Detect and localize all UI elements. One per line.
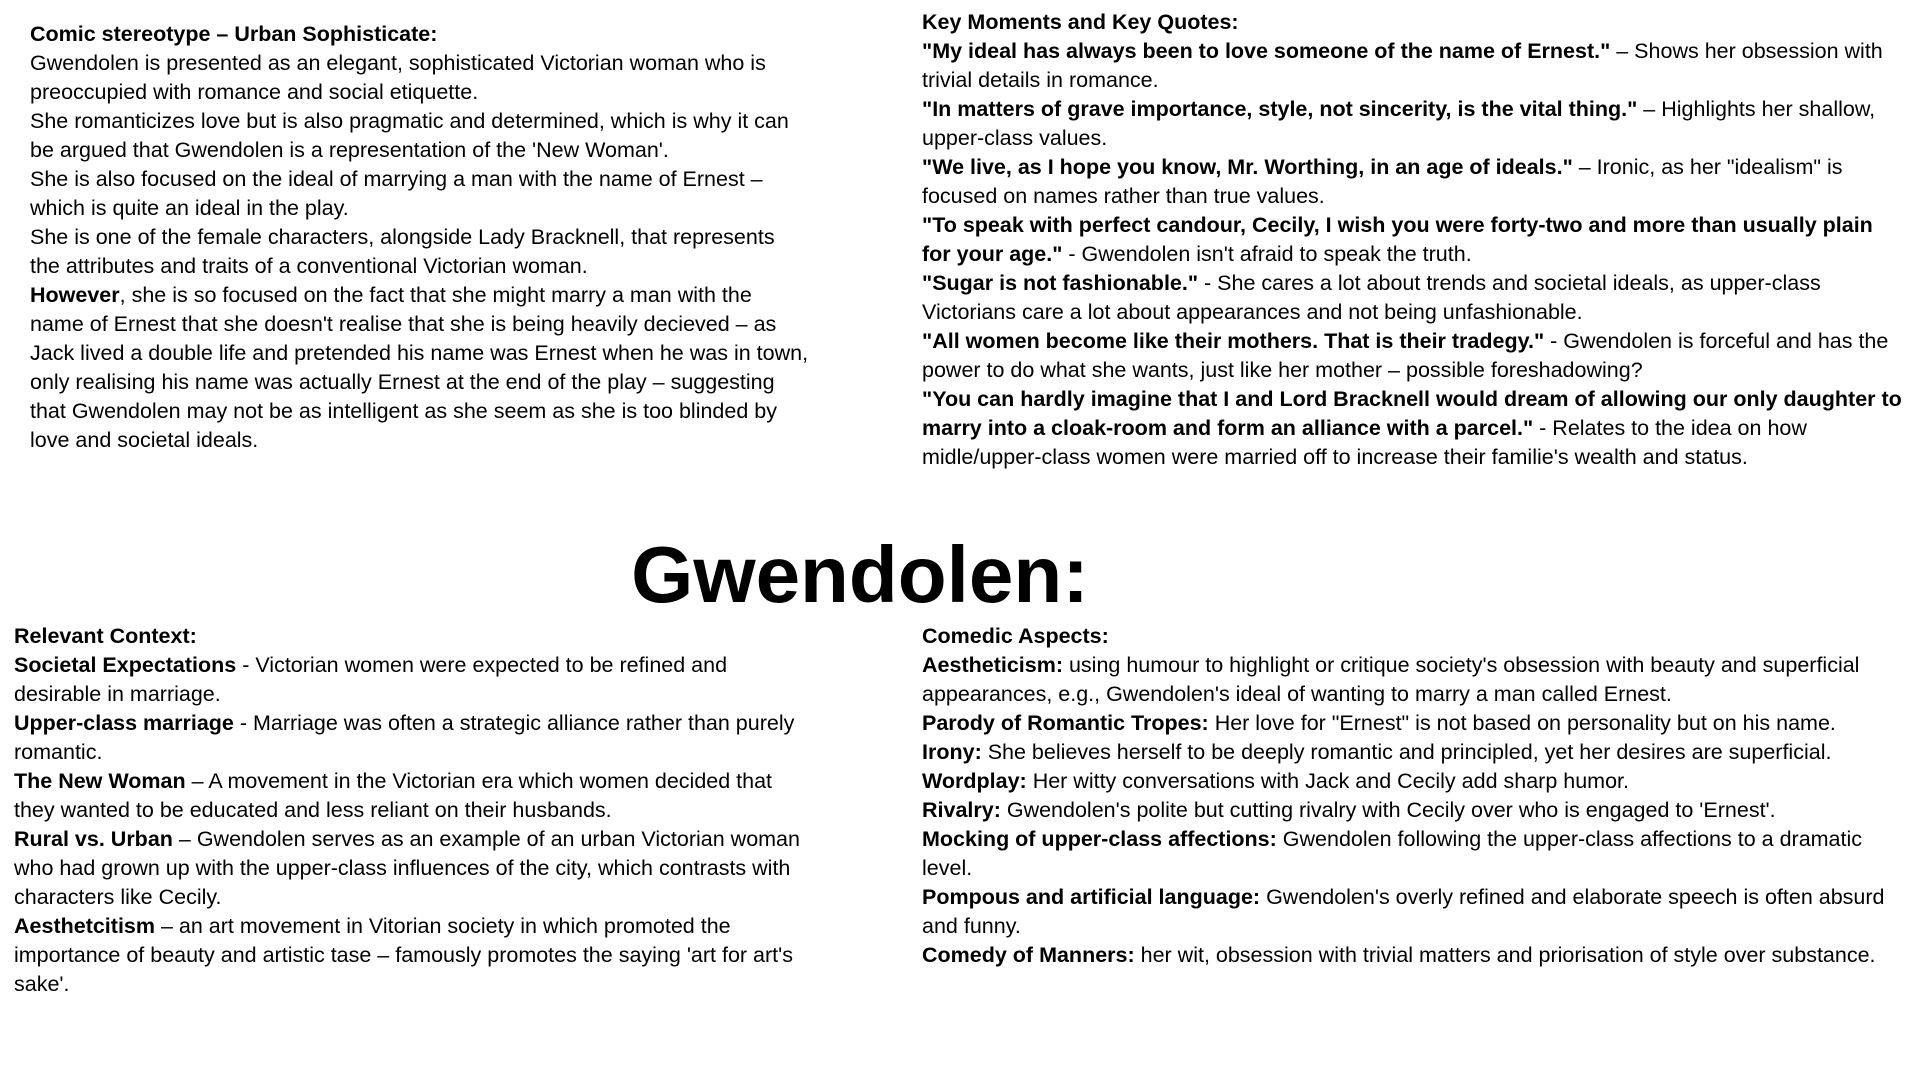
however-text: , she is so focused on the fact that she might marry a man with the name of Ernest that she doesn't realise that she is being heavily decieved – as Jack lived a double life and pretended his name was Ernest when he was in town, only realising his name was actually Ernest at the end of the play – suggesting that Gwendolen may not be as intelligent as she seem as she is too blinded by love and societal ideals.	[30, 283, 809, 452]
stereotype-paragraph: She romanticizes love but is also pragmatic and determined, which is why it can be argued that Gwendolen is a representation of the 'New Woman'.	[30, 109, 789, 162]
context-term: Societal Expectations	[14, 653, 237, 677]
comedy-text: her wit, obsession with trivial matters and priorisation of style over substance.	[1134, 943, 1876, 967]
context-item	[14, 912, 804, 999]
quote-item	[922, 153, 1907, 211]
quote-item	[922, 327, 1907, 385]
stereotype-paragraph: She is one of the female characters, alongside Lady Bracknell, that represents the attributes and traits of a conventional Victorian woman.	[30, 225, 775, 278]
quote-text: "You can hardly imagine that I and Lord Bracknell would dream of allowing our only daughter to marry into a cloak-room and form an alliance with a parcel."	[922, 387, 1902, 440]
quote-comment: - Gwendolen isn't afraid to speak the truth.	[1062, 242, 1472, 266]
context-item	[14, 709, 804, 767]
quotes-heading: Key Moments and Key Quotes:	[922, 10, 1239, 34]
quote-text: "My ideal has always been to love someone of the name of Ernest."	[922, 39, 1611, 63]
comedy-text: Gwendolen following the upper-class affections to a dramatic level.	[922, 827, 1863, 880]
context-term: Aesthetcitism	[14, 914, 155, 938]
comedy-item	[922, 738, 1907, 767]
comedy-text: using humour to highlight or critique society's obsession with beauty and superficial appearances, e.g., Gwendolen's ideal of wanting to marry a man called Ernest.	[922, 653, 1860, 706]
quote-comment: - She cares a lot about trends and societal ideals, as upper-class Victorians care a lot about appearances and not being unfashionable.	[922, 271, 1821, 324]
comedy-item	[922, 796, 1907, 825]
context-heading: Relevant Context:	[14, 624, 197, 648]
quote-text: "To speak with perfect candour, Cecily, I wish you were forty-two and more than usually plain for your age."	[922, 213, 1873, 266]
comedy-heading: Comedic Aspects:	[922, 624, 1109, 648]
context-text: – A movement in the Victorian era which women decided that they wanted to be educated and less reliant on their husbands.	[14, 769, 773, 822]
context-term: The New Woman	[14, 769, 186, 793]
quote-comment: – Shows her obsession with trivial details in romance.	[922, 39, 1883, 92]
comedy-text: Her witty conversations with Jack and Cecily add sharp humor.	[1026, 769, 1629, 793]
quote-item	[922, 211, 1907, 269]
quote-comment: – Highlights her shallow, upper-class values.	[922, 97, 1876, 150]
comedy-term: Irony:	[922, 740, 982, 764]
comedy-term: Parody of Romantic Tropes:	[922, 711, 1209, 735]
quote-comment: - Relates to the idea on how midle/upper-class women were married off to increase their familie's wealth and status.	[922, 416, 1807, 469]
quote-text: "Sugar is not fashionable."	[922, 271, 1199, 295]
quote-item	[922, 37, 1907, 95]
quote-text: "We live, as I hope you know, Mr. Worthing, in an age of ideals."	[922, 155, 1573, 179]
quote-comment: - Gwendolen is forceful and has the power to do what she wants, just like her mother – possible foreshadowing?	[922, 329, 1889, 382]
context-text: – Gwendolen serves as an example of an urban Victorian woman who had grown up with the upper-class influences of the city, which contrasts with characters like Cecily.	[14, 827, 800, 909]
context-text: – an art movement in Vitorian society in which promoted the importance of beauty and artistic tase – famously promotes the saying 'art for art's sake'.	[14, 914, 793, 996]
page-title: Gwendolen:	[631, 530, 1089, 619]
comedy-item	[922, 709, 1907, 738]
context-item	[14, 767, 804, 825]
context-section	[14, 622, 804, 999]
context-item	[14, 651, 804, 709]
comedy-term: Mocking of upper-class affections:	[922, 827, 1277, 851]
comedy-term: Comedy of Manners:	[922, 943, 1135, 967]
stereotype-paragraph	[30, 281, 810, 455]
context-item	[14, 825, 804, 912]
comedy-item	[922, 825, 1907, 883]
context-text: - Marriage was often a strategic alliance rather than purely romantic.	[14, 711, 795, 764]
quote-item	[922, 95, 1907, 153]
context-term: Rural vs. Urban	[14, 827, 173, 851]
comedy-item	[922, 651, 1907, 709]
comedy-section	[922, 622, 1907, 970]
quote-text: "In matters of grave importance, style, not sincerity, is the vital thing."	[922, 97, 1638, 121]
comedy-item	[922, 883, 1907, 941]
however-bold: However	[30, 283, 120, 307]
context-text: - Victorian women were expected to be refined and desirable in marriage.	[14, 653, 728, 706]
comedy-term: Pompous and artificial language:	[922, 885, 1261, 909]
quote-text: "All women become like their mothers. That is their tradegy."	[922, 329, 1545, 353]
comedy-item	[922, 941, 1907, 970]
quote-item	[922, 385, 1907, 472]
comedy-text: Her love for "Ernest" is not based on personality but on his name.	[1208, 711, 1836, 735]
comedy-item	[922, 767, 1907, 796]
quote-item	[922, 269, 1907, 327]
quotes-section	[922, 8, 1907, 472]
comedy-text: She believes herself to be deeply romantic and principled, yet her desires are superficial.	[981, 740, 1832, 764]
comedy-text: Gwendolen's polite but cutting rivalry with Cecily over who is engaged to 'Ernest'.	[1000, 798, 1776, 822]
stereotype-paragraph: Gwendolen is presented as an elegant, sophisticated Victorian woman who is preoccupied with romance and social etiquette.	[30, 51, 766, 104]
stereotype-heading: Comic stereotype – Urban Sophisticate:	[30, 22, 438, 46]
comedy-term: Aestheticism:	[922, 653, 1063, 677]
context-term: Upper-class marriage	[14, 711, 234, 735]
stereotype-section	[30, 20, 810, 455]
comedy-term: Wordplay:	[922, 769, 1027, 793]
quote-comment: – Ironic, as her "idealism" is focused on names rather than true values.	[922, 155, 1843, 208]
stereotype-paragraph: She is also focused on the ideal of marrying a man with the name of Ernest – which is quite an ideal in the play.	[30, 167, 763, 220]
comedy-term: Rivalry:	[922, 798, 1001, 822]
comedy-text: Gwendolen's overly refined and elaborate speech is often absurd and funny.	[922, 885, 1885, 938]
